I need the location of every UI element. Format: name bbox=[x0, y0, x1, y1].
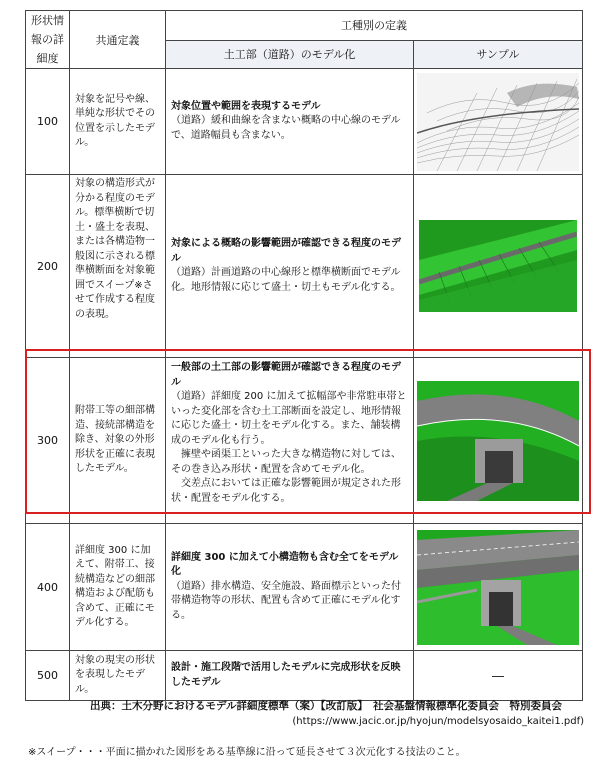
footnote: ※スイープ・・・平面に描かれた図形をある基準線に沿って延長させて３次元化する技法のこと。 bbox=[28, 747, 466, 758]
common-definition: 対象の構造形式が分かる程度のモデル。標準横断で切土・盛土を表現、または各構造物一般図に示される標準横断面を対象範囲でスイープ※させて作成する程度の表現。 bbox=[70, 175, 166, 358]
header-model: 土工部（道路）のモデル化 bbox=[166, 40, 414, 68]
header-lod bbox=[26, 11, 70, 69]
sample-cell bbox=[414, 524, 583, 651]
lod-value: 400 bbox=[26, 524, 70, 651]
definition-text: （道路）計画道路の中心線形と標準横断面でモデル化。地形情報に応じて盛土・切土もモデル化する。 bbox=[171, 267, 401, 293]
wireframe-terrain-image bbox=[417, 73, 579, 171]
table-row bbox=[26, 358, 583, 524]
model-definition bbox=[166, 651, 414, 701]
lod-table bbox=[25, 10, 583, 701]
source-url: (https://www.jacic.or.jp/hyojun/modelsyosaido_kaitei1.pdf) bbox=[292, 716, 584, 727]
lod-value: 300 bbox=[26, 358, 70, 524]
road-box-culvert-image bbox=[417, 381, 579, 501]
header-lod-label: 形状情報の詳細度 bbox=[31, 14, 64, 65]
green-slope-image bbox=[419, 220, 577, 312]
model-definition bbox=[166, 69, 414, 175]
model-definition bbox=[166, 524, 414, 651]
sample-cell bbox=[414, 69, 583, 175]
table-row bbox=[26, 524, 583, 651]
lod-value: 200 bbox=[26, 175, 70, 358]
header-type-group: 工種別の定義 bbox=[166, 11, 583, 41]
source-citation: 出典：土木分野におけるモデル詳細度標準（案）【改訂版】 社会基盤情報標準化委員会 特別委員会 bbox=[90, 700, 562, 712]
header-common: 共通定義 bbox=[70, 11, 166, 69]
definition-title: 一般部の土工部の影響範囲が確認できる程度のモデル bbox=[171, 362, 401, 388]
definition-title: 対象による概略の影響範囲が確認できる程度のモデル bbox=[171, 238, 401, 264]
sample-cell bbox=[414, 358, 583, 524]
definition-text: （道路）排水構造、安全施設、路面標示といった付帯構造物等の形状、配置も含めて正確にモデル化する。 bbox=[171, 580, 401, 621]
common-definition: 対象の現実の形状を表現したモデル。 bbox=[70, 651, 166, 701]
table-row bbox=[26, 69, 583, 175]
definition-text: 交差点においては正確な影響範囲が規定された形状・配置をモデル化する。 bbox=[171, 478, 401, 504]
model-definition bbox=[166, 175, 414, 358]
model-definition bbox=[166, 358, 414, 524]
table-row bbox=[26, 651, 583, 701]
table-row bbox=[26, 175, 583, 358]
sample-placeholder: ― bbox=[414, 651, 583, 701]
definition-title: 設計・施工段階で活用したモデルに完成形状を反映したモデル bbox=[171, 662, 401, 688]
common-definition: 詳細度 300 に加えて、附帯工、接続構造などの細部構造および配筋も含めて、正確にモデル化する。 bbox=[70, 524, 166, 651]
lod-value: 500 bbox=[26, 651, 70, 701]
header-sample: サンプル bbox=[414, 40, 583, 68]
road-detailed-image bbox=[417, 530, 579, 645]
definition-text: （道路）詳細度 200 に加えて拡幅部や非常駐車帯といった変化部を含む土工部断面を設定し、地形情報に応じた盛土・切土をモデル化する。また、舗装構成のモデル化も行う。 bbox=[171, 391, 407, 446]
sample-cell bbox=[414, 175, 583, 358]
definition-text: （道路）緩和曲線を含まない概略の中心線のモデルで、道路幅員も含まない。 bbox=[171, 115, 401, 141]
common-definition: 附帯工等の細部構造、接続部構造を除き、対象の外形形状を正確に表現したモデル。 bbox=[70, 358, 166, 524]
definition-text: 擁壁や函渠工といった大きな構造物に対しては、その巻き込み形状・配置を含めてモデル化。 bbox=[171, 449, 401, 475]
common-definition: 対象を記号や線、単純な形状でその位置を示したモデル。 bbox=[70, 69, 166, 175]
definition-title: 詳細度 300 に加えて小構造物も含む全てをモデル化 bbox=[171, 551, 399, 578]
definition-title: 対象位置や範囲を表現するモデル bbox=[171, 100, 321, 112]
lod-value: 100 bbox=[26, 69, 70, 175]
